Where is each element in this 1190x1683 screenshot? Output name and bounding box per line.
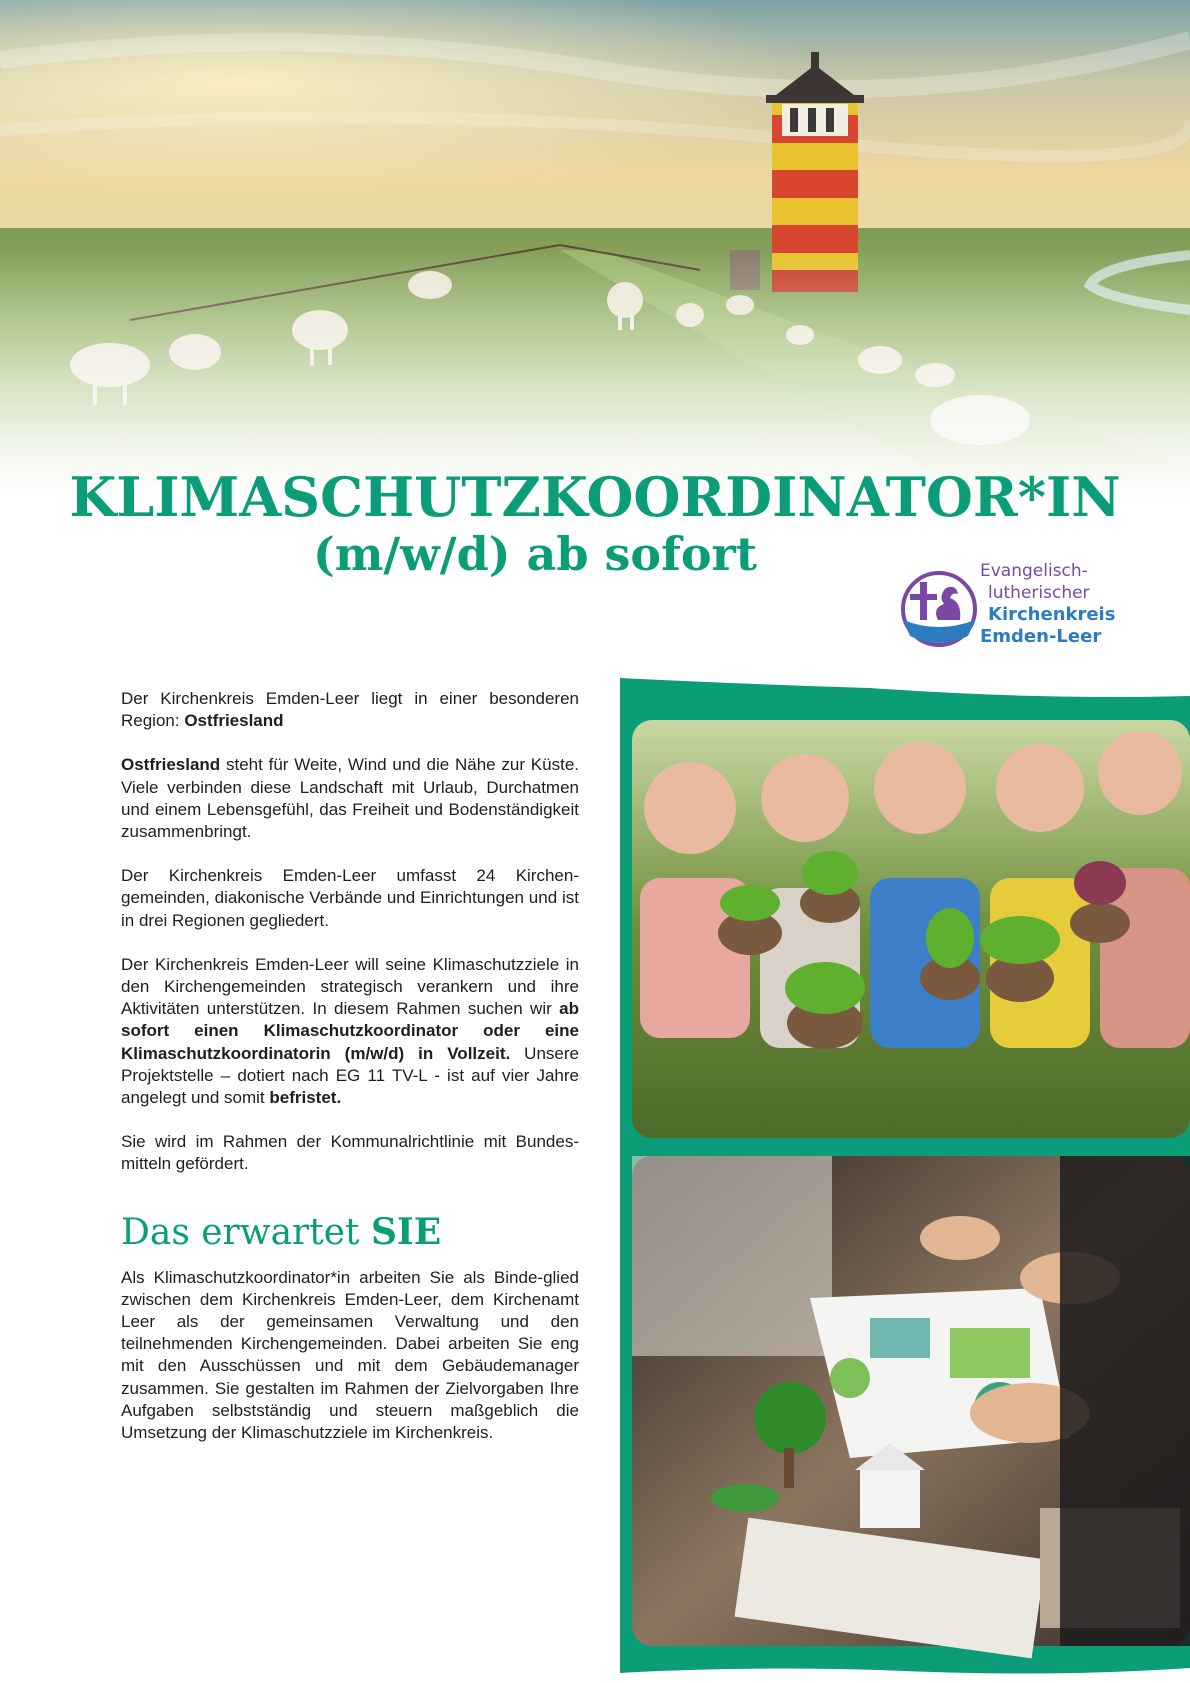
church-swan-logo-icon xyxy=(898,568,980,650)
paragraph-aufgaben: Als Klimaschutzkoordinator*in arbeiten Sie als Binde-glied zwischen dem Kirchenkreis Emden-Leer, dem Kirchenamt Leer als der gemeinsamen Verwaltung und den teilnehmenden Kirchengemeinden. Dabei arbeiten Sie eng mit den Ausschüssen und mit dem Gebäudemanager zusammen. Sie gestalten im Rahmen der Zielvorgaben Ihre Aufgaben selbstständig und steuern maßgeblich die Umsetzung der Klimaschutzziele im Kirchenkreis. xyxy=(121,1267,579,1443)
paragraph-ostfriesland: Ostfriesland steht für Weite, Wind und die Nähe zur Küste. Viele verbinden diese Landschaft mit Urlaub, Durchatmen und einem Lebensgefühl, das Freiheit und Bodenständigkeit zusammenbringt. xyxy=(121,755,579,842)
logo-text-kirchenkreis: Kirchenkreis xyxy=(988,604,1116,625)
logo-text-lutherischer: lutherischer xyxy=(988,583,1090,603)
body-text-column xyxy=(121,688,579,1466)
title-line-1: KLIMASCHUTZKOORDINATOR*IN xyxy=(69,465,1121,529)
logo-text-evangelisch: Evangelisch- xyxy=(980,561,1088,581)
image-collage xyxy=(620,678,1190,1683)
section-heading: Das erwartet SIE xyxy=(121,1210,442,1253)
photo-children-with-plants xyxy=(632,720,1190,1138)
paragraph-region: Der Kirchenkreis Emden-Leer liegt in einer besonderen Region: Ostfriesland xyxy=(121,689,579,731)
kirchenkreis-logo xyxy=(898,560,1138,660)
paragraph-kirchengemeinden: Der Kirchenkreis Emden-Leer umfasst 24 Kirchen-gemeinden, diakonische Verbände und Einrichtungen und ist in drei Regionen gegliedert. xyxy=(121,866,579,930)
paragraph-foerderung: Sie wird im Rahmen der Kommunalrichtlinie mit Bundes-mitteln gefördert. xyxy=(121,1132,579,1174)
photo-business-chart-meeting xyxy=(632,1156,1190,1658)
logo-text-emden-leer: Emden-Leer xyxy=(980,626,1102,647)
hero-photo-lighthouse xyxy=(0,0,1190,500)
paragraph-klimaschutzziele: Der Kirchenkreis Emden-Leer will seine Klimaschutzziele in den Kirchengemeinden strategisch verankern und ihre Aktivitäten unterstützen. In diesem Rahmen suchen wir ab sofort einen Klimaschutzkoordinator oder eine Klimaschutzkoordinatorin (m/w/d) in Vollzeit. Unsere Projektstelle – dotiert nach EG 11 TV-L - ist auf vier Jahre angelegt und somit befristet. xyxy=(121,954,579,1108)
title-line-2: (m/w/d) ab sofort xyxy=(312,527,758,581)
